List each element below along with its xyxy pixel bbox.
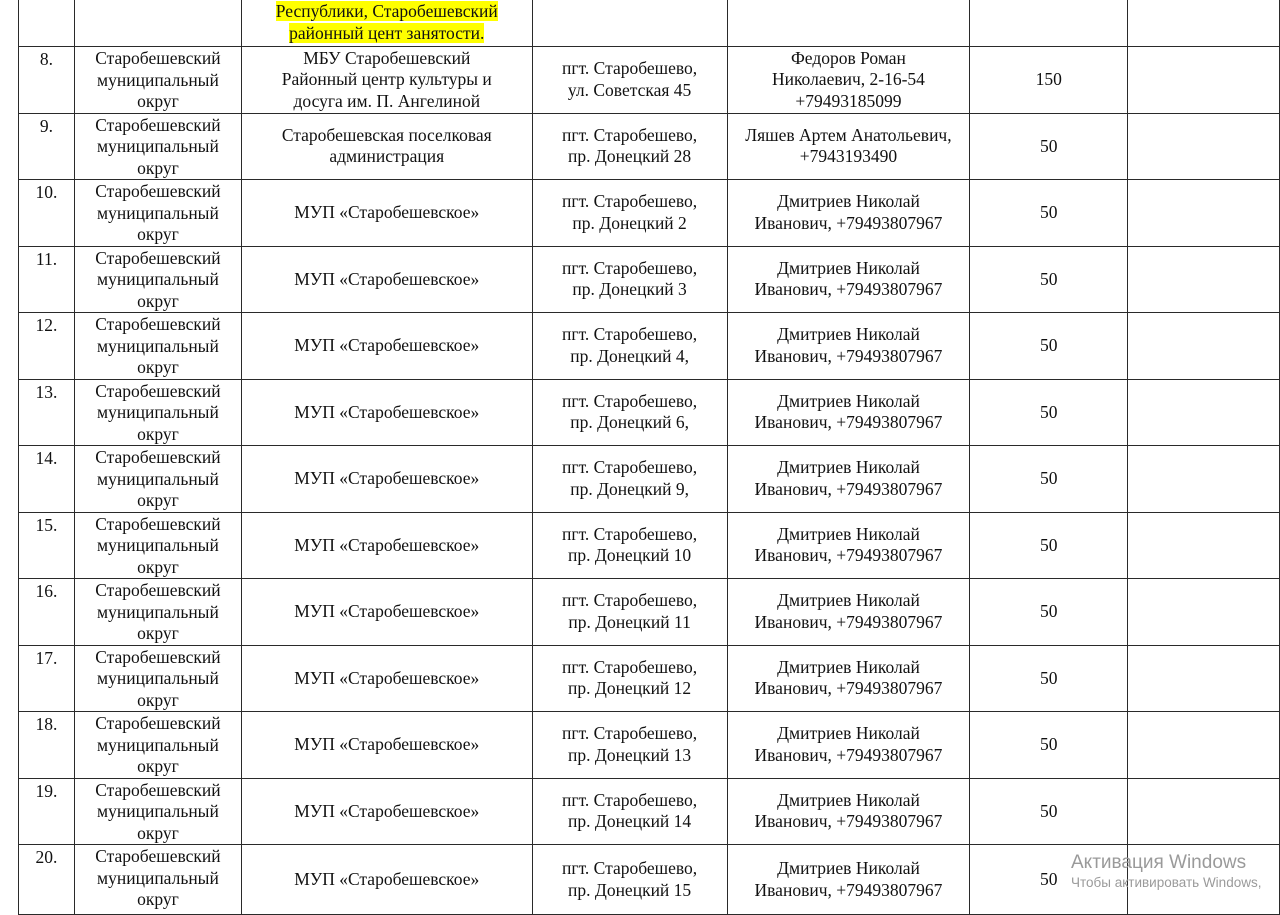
cell-qty: 50 (970, 180, 1128, 247)
cell-qty: 50 (970, 113, 1128, 180)
table-row (19, 712, 1280, 779)
cell-district (74, 47, 241, 114)
cell-district (74, 313, 241, 380)
cell-extra (1128, 246, 1280, 313)
address-line: пгт. Старобешево, (562, 523, 698, 544)
district-line: Старобешевский (95, 447, 221, 467)
address-line: пгт. Старобешево, (562, 590, 698, 611)
table-row-continued (19, 0, 1280, 47)
cell-district (74, 712, 241, 779)
contact-line: Николаевич, 2-16-54 (771, 69, 925, 89)
cell-contact (727, 645, 970, 712)
cell-extra (1128, 113, 1280, 180)
cell-num (19, 0, 75, 47)
cell-qty: 50 (970, 246, 1128, 313)
cell-num: 20. (19, 845, 75, 915)
table-row (19, 446, 1280, 513)
district-line: Старобешевский (95, 380, 221, 401)
address-line: пр. Донецкий 4, (570, 345, 689, 366)
org-line: Республики, Старобешевский (275, 1, 498, 21)
org-line: МУП «Старобешевское» (294, 800, 480, 821)
cell-district (74, 512, 241, 579)
district-line: муниципальный (97, 867, 219, 888)
district-line: округ (137, 556, 179, 577)
cell-qty: 50 (970, 778, 1128, 845)
cell-org (241, 512, 532, 579)
district-line: Старобешевский (95, 779, 221, 800)
cell-org (241, 180, 532, 247)
contact-line: Иванович, +79493807967 (754, 412, 943, 433)
org-line: МУП «Старобешевское» (294, 734, 480, 754)
org-line: МУП «Старобешевское» (294, 401, 480, 422)
org-line: МУП «Старобешевское» (294, 667, 480, 688)
org-line: МУП «Старобешевское» (294, 534, 480, 555)
cell-extra (1128, 712, 1280, 779)
cell-district (74, 113, 241, 180)
district-line: округ (137, 290, 179, 311)
cell-num: 8. (19, 47, 75, 114)
cell-district (74, 778, 241, 845)
org-line: МУП «Старобешевское» (294, 868, 480, 889)
district-line: округ (137, 689, 179, 710)
cell-extra (1128, 47, 1280, 114)
address-line: пгт. Старобешево, (562, 723, 698, 744)
district-line: муниципальный (97, 402, 219, 422)
org-line: МУП «Старобешевское» (294, 468, 480, 488)
table-row (19, 180, 1280, 247)
cell-district (74, 579, 241, 646)
contact-line: Иванович, +79493807967 (754, 744, 943, 765)
district-line: округ (137, 889, 179, 909)
district-line: муниципальный (97, 468, 219, 489)
contact-line: Иванович, +79493807967 (754, 212, 943, 233)
address-line: пгт. Старобешево, (562, 789, 698, 810)
cell-extra (1128, 0, 1280, 47)
cell-org (241, 845, 532, 915)
district-line: округ (137, 423, 179, 444)
contact-line: Дмитриев Николай (777, 523, 920, 544)
table-row (19, 778, 1280, 845)
cell-contact (727, 180, 970, 247)
address-line: пгт. Старобешево, (562, 58, 698, 79)
cell-address (532, 113, 727, 180)
cell-org (241, 246, 532, 313)
address-line: пр. Донецкий 10 (568, 545, 692, 566)
cell-num: 14. (19, 446, 75, 513)
cell-extra (1128, 446, 1280, 513)
district-line: муниципальный (97, 668, 219, 688)
district-line: округ (137, 224, 179, 244)
watermark-subtitle: Чтобы активировать Windows, (1071, 875, 1262, 890)
address-line: пгт. Старобешево, (562, 858, 698, 878)
table-row (19, 313, 1280, 380)
table-row (19, 113, 1280, 180)
address-line: пр. Донецкий 3 (572, 279, 687, 300)
cell-num: 18. (19, 712, 75, 779)
cell-qty: 150 (970, 47, 1128, 114)
cell-address (532, 712, 727, 779)
district-line: муниципальный (97, 601, 219, 622)
cell-num: 9. (19, 113, 75, 180)
table-row (19, 47, 1280, 114)
cell-num: 15. (19, 512, 75, 579)
cell-num: 19. (19, 778, 75, 845)
contact-line: Дмитриев Николай (777, 656, 920, 677)
org-line: Старобешевская поселковая (281, 124, 492, 145)
table-row (19, 512, 1280, 579)
district-line: Старобешевский (95, 713, 221, 733)
contact-line: Дмитриев Николай (777, 457, 920, 478)
cell-contact (727, 512, 970, 579)
cell-qty: 50 (970, 845, 1128, 915)
district-line: Старобешевский (95, 247, 221, 268)
address-line: пр. Донецкий 13 (568, 744, 692, 765)
cell-contact (727, 778, 970, 845)
cell-district (74, 180, 241, 247)
address-line: пгт. Старобешево, (562, 390, 698, 411)
cell-contact (727, 246, 970, 313)
contact-line: Дмитриев Николай (777, 858, 920, 878)
cell-org (241, 645, 532, 712)
cell-contact (727, 579, 970, 646)
cell-qty: 50 (970, 512, 1128, 579)
district-line: Старобешевский (95, 646, 221, 667)
cell-num: 17. (19, 645, 75, 712)
cell-num: 16. (19, 579, 75, 646)
address-line: пгт. Старобешево, (562, 191, 698, 212)
cell-org (241, 579, 532, 646)
address-line: пр. Донецкий 11 (568, 611, 691, 632)
contact-line: +7943193490 (799, 146, 898, 167)
cell-qty: 50 (970, 712, 1128, 779)
contact-line: Иванович, +79493807967 (754, 879, 943, 900)
contact-line: Иванович, +79493807967 (754, 545, 943, 566)
address-line: пр. Донецкий 28 (568, 146, 692, 167)
address-line: пр. Донецкий 6, (570, 412, 689, 433)
cell-extra (1128, 845, 1280, 915)
district-line: Старобешевский (95, 580, 221, 600)
cell-num: 11. (19, 246, 75, 313)
cell-contact (727, 113, 970, 180)
cell-extra (1128, 778, 1280, 845)
cell-num: 13. (19, 379, 75, 446)
highlighted-text (276, 1, 498, 43)
cell-district (74, 0, 241, 47)
contact-line: +79493185099 (795, 90, 902, 111)
cell-org (241, 379, 532, 446)
district-line: округ (137, 157, 179, 178)
district-line: муниципальный (97, 136, 219, 156)
contact-line: Дмитриев Николай (777, 191, 920, 212)
cell-contact (727, 845, 970, 915)
cell-extra (1128, 645, 1280, 712)
contact-line: Ляшев Артем Анатольевич, (745, 124, 952, 145)
cell-org (241, 47, 532, 114)
district-line: муниципальный (97, 269, 219, 289)
cell-address (532, 0, 727, 47)
address-line: пгт. Старобешево, (562, 457, 698, 478)
table-row (19, 845, 1280, 915)
district-line: муниципальный (97, 734, 219, 755)
address-line: пр. Донецкий 9, (570, 478, 689, 499)
cell-district (74, 645, 241, 712)
allocation-table (18, 0, 1280, 915)
table-row (19, 379, 1280, 446)
cell-extra (1128, 379, 1280, 446)
cell-contact (727, 0, 970, 47)
cell-address (532, 446, 727, 513)
contact-line: Иванович, +79493807967 (754, 811, 943, 832)
cell-district (74, 845, 241, 915)
cell-address (532, 313, 727, 380)
contact-line: Дмитриев Николай (777, 590, 920, 611)
contact-line: Дмитриев Николай (777, 723, 920, 744)
district-line: Старобешевский (95, 846, 221, 866)
cell-address (532, 845, 727, 915)
cell-num: 10. (19, 180, 75, 247)
cell-extra (1128, 313, 1280, 380)
cell-org (241, 446, 532, 513)
cell-district (74, 446, 241, 513)
contact-line: Дмитриев Николай (777, 257, 920, 278)
org-line: администрация (329, 146, 445, 167)
contact-line: Иванович, +79493807967 (754, 279, 943, 300)
district-line: муниципальный (97, 335, 219, 356)
cell-address (532, 778, 727, 845)
address-line: пр. Донецкий 14 (568, 811, 692, 832)
table-row (19, 579, 1280, 646)
contact-line: Иванович, +79493807967 (754, 345, 943, 366)
org-line: МУП «Старобешевское» (294, 601, 480, 621)
cell-extra (1128, 512, 1280, 579)
table-body (19, 0, 1280, 915)
contact-line: Дмитриев Николай (777, 390, 920, 411)
cell-num: 12. (19, 313, 75, 380)
cell-address (532, 246, 727, 313)
address-line: пгт. Старобешево, (562, 257, 698, 278)
org-line: МБУ Старобешевский (303, 47, 471, 68)
cell-address (532, 47, 727, 114)
watermark-title: Активация Windows (1071, 852, 1247, 873)
district-line: округ (137, 357, 179, 377)
cell-qty: 50 (970, 313, 1128, 380)
contact-line: Иванович, +79493807967 (754, 478, 943, 499)
district-line: муниципальный (97, 69, 219, 90)
contact-line: Дмитриев Николай (777, 324, 920, 345)
district-line: округ (137, 822, 179, 843)
district-line: Старобешевский (95, 48, 221, 68)
district-line: Старобешевский (95, 114, 221, 135)
district-line: муниципальный (97, 202, 219, 223)
table-row (19, 645, 1280, 712)
cell-address (532, 579, 727, 646)
contact-line: Федоров Роман (790, 47, 906, 68)
district-line: округ (137, 623, 179, 643)
address-line: ул. Советская 45 (567, 79, 692, 100)
cell-qty: 50 (970, 446, 1128, 513)
org-line: районный цент занятости. (289, 22, 485, 43)
cell-contact (727, 313, 970, 380)
cell-contact (727, 379, 970, 446)
org-line: МУП «Старобешевское» (294, 202, 480, 222)
cell-extra (1128, 579, 1280, 646)
cell-qty: 50 (970, 579, 1128, 646)
cell-district (74, 246, 241, 313)
contact-line: Иванович, +79493807967 (754, 611, 943, 632)
district-line: Старобешевский (95, 513, 221, 534)
district-line: муниципальный (97, 535, 219, 555)
address-line: пр. Донецкий 12 (568, 678, 692, 699)
cell-org (241, 712, 532, 779)
cell-qty: 50 (970, 645, 1128, 712)
cell-qty (970, 0, 1128, 47)
district-line: округ (137, 490, 179, 510)
district-line: Старобешевский (95, 181, 221, 201)
cell-address (532, 512, 727, 579)
address-line: пгт. Старобешево, (562, 124, 698, 145)
district-line: муниципальный (97, 801, 219, 821)
org-line: досуга им. П. Ангелиной (293, 90, 481, 111)
cell-org (241, 778, 532, 845)
cell-extra (1128, 180, 1280, 247)
org-line: Районный центр культуры и (281, 69, 492, 89)
table-row (19, 246, 1280, 313)
address-line: пгт. Старобешево, (562, 324, 698, 345)
district-line: Старобешевский (95, 314, 221, 334)
district-line: округ (137, 756, 179, 776)
cell-address (532, 379, 727, 446)
district-line: округ (137, 91, 179, 111)
cell-qty: 50 (970, 379, 1128, 446)
org-line: МУП «Старобешевское» (294, 268, 480, 289)
address-line: пгт. Старобешево, (562, 656, 698, 677)
cell-address (532, 180, 727, 247)
cell-org (241, 113, 532, 180)
cell-address (532, 645, 727, 712)
cell-district (74, 379, 241, 446)
contact-line: Дмитриев Николай (777, 789, 920, 810)
cell-contact (727, 712, 970, 779)
cell-org (241, 313, 532, 380)
cell-org (241, 0, 532, 47)
address-line: пр. Донецкий 2 (572, 212, 687, 233)
contact-line: Иванович, +79493807967 (754, 678, 943, 699)
address-line: пр. Донецкий 15 (568, 879, 692, 900)
cell-contact (727, 47, 970, 114)
org-line: МУП «Старобешевское» (294, 335, 480, 355)
cell-contact (727, 446, 970, 513)
